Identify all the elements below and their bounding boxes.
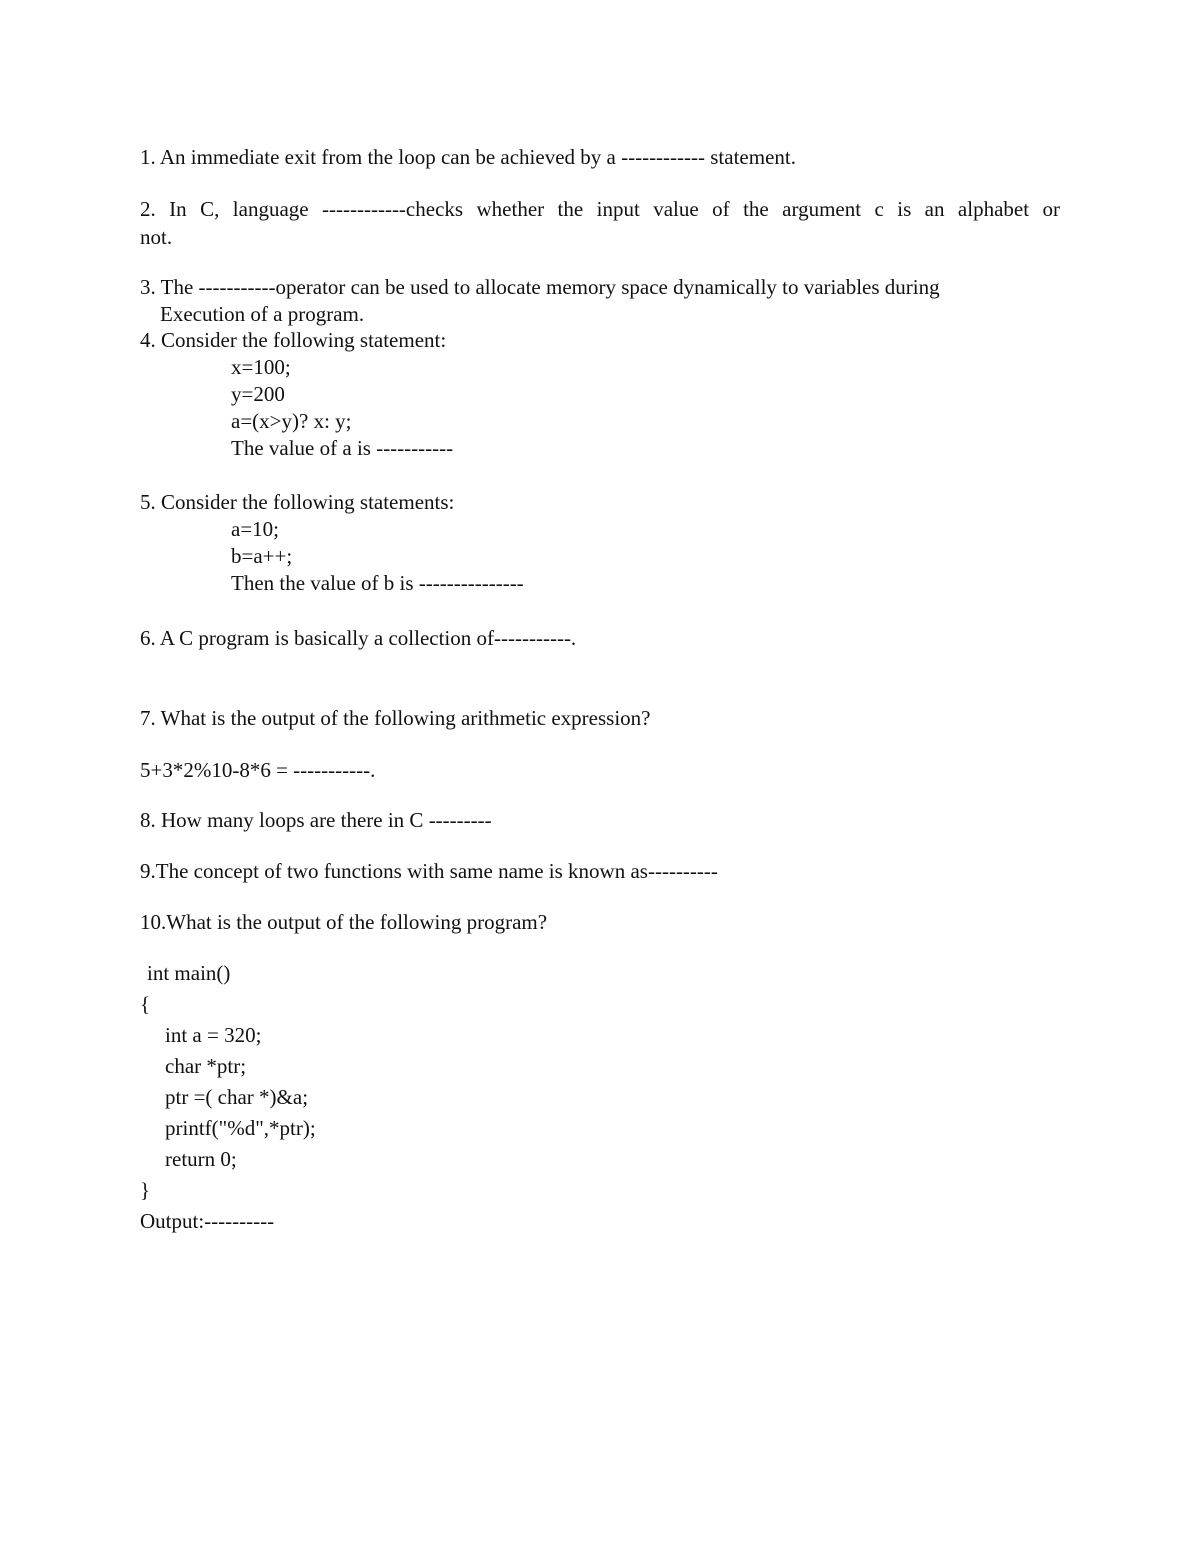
- question-10-code-line: printf("%d",*ptr);: [165, 1116, 316, 1140]
- question-5-code-line: a=10;: [231, 517, 279, 541]
- question-6: 6. A C program is basically a collection of-----------.: [140, 626, 577, 650]
- question-3-line-2: Execution of a program.: [160, 302, 365, 326]
- question-1: 1. An immediate exit from the loop can be achieved by a ------------ statement.: [140, 145, 796, 169]
- question-10: 10.What is the output of the following program?: [140, 910, 548, 934]
- question-4-intro: 4. Consider the following statement:: [140, 328, 447, 352]
- question-4-code-line: The value of a is -----------: [231, 436, 454, 460]
- question-10-code-line: ptr =( char *)&a;: [165, 1085, 309, 1109]
- question-9: 9.The concept of two functions with same name is known as----------: [140, 859, 718, 883]
- question-5-intro: 5. Consider the following statements:: [140, 490, 455, 514]
- question-8: 8. How many loops are there in C ---------: [140, 808, 492, 832]
- question-4-code-line: y=200: [231, 382, 285, 406]
- question-7-expression: 5+3*2%10-8*6 = -----------.: [140, 758, 376, 782]
- question-10-code-line: int main(): [147, 961, 231, 985]
- question-2-line-2: not.: [140, 225, 173, 249]
- question-5-code-line: Then the value of b is ---------------: [231, 571, 524, 595]
- question-4-code-line: a=(x>y)? x: y;: [231, 409, 352, 433]
- question-10-output-line: Output:----------: [140, 1209, 275, 1233]
- question-4-code-line: x=100;: [231, 355, 291, 379]
- question-7: 7. What is the output of the following arithmetic expression?: [140, 706, 651, 730]
- question-10-code-line: char *ptr;: [165, 1054, 247, 1078]
- question-10-code-line: }: [140, 1178, 151, 1202]
- question-10-code-line: return 0;: [165, 1147, 237, 1171]
- question-10-code-line: {: [140, 992, 151, 1016]
- question-5-code-line: b=a++;: [231, 544, 293, 568]
- question-2-line-1: 2. In C, language ------------checks whether the input value of the argument c is an alphabet or: [140, 197, 1060, 221]
- question-10-code-line: int a = 320;: [165, 1023, 262, 1047]
- question-3-line-1: 3. The -----------operator can be used to allocate memory space dynamically to variables during: [140, 275, 940, 299]
